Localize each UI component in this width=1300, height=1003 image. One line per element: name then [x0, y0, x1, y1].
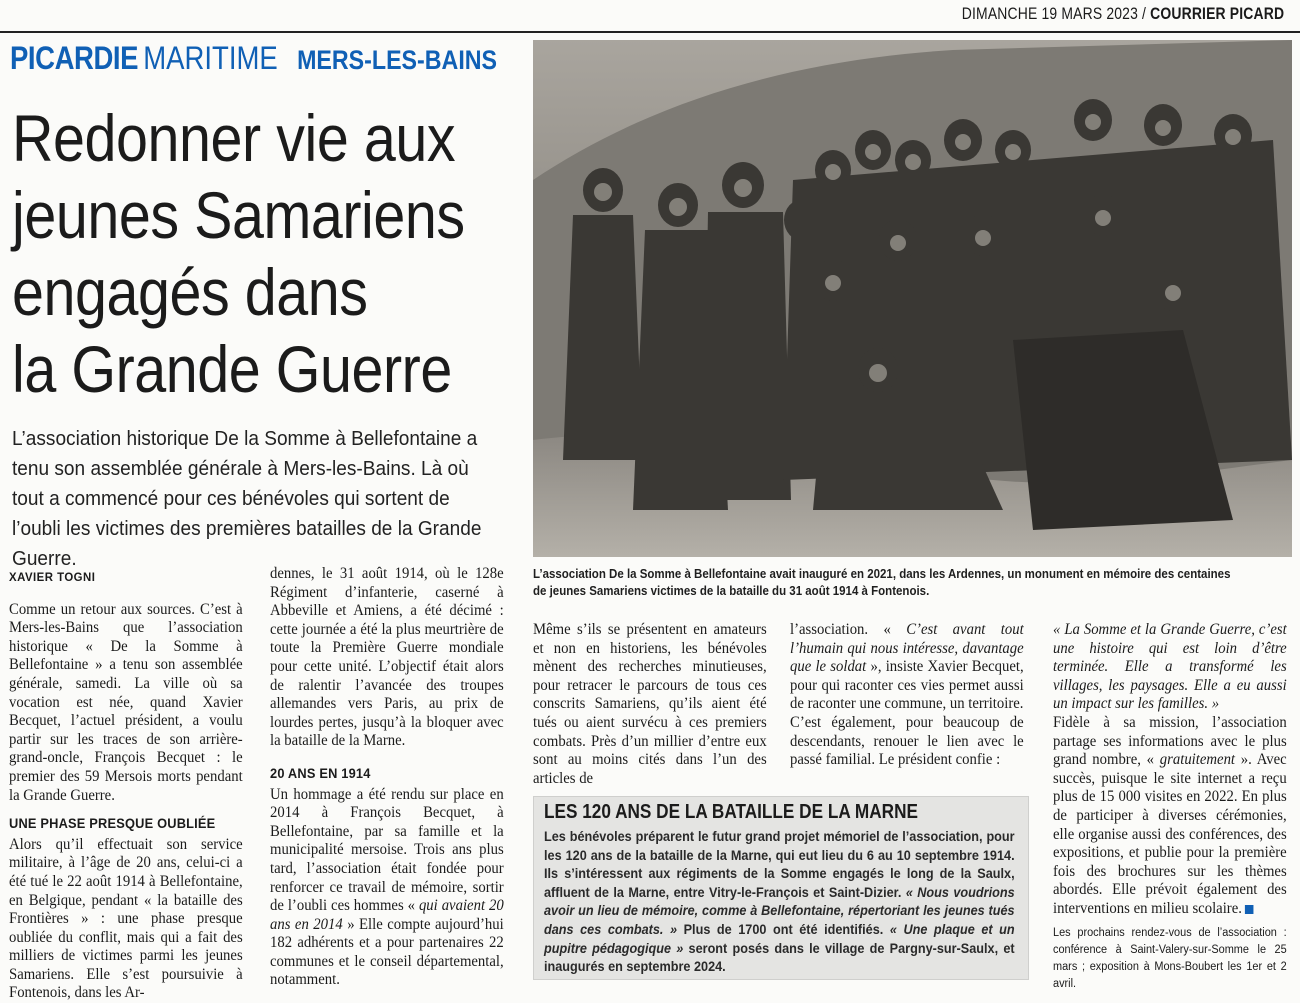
paragraph: [1053, 714, 1287, 919]
article-column-1: [9, 568, 243, 1003]
sidebar-box: [533, 796, 1029, 980]
quote: gratuitement: [1159, 751, 1236, 769]
quote: « Nous voudrions avoir un lieu de mémoire, comme à Bellefontaine, répertoriant les jeunes tués dans ces combats. »: [544, 883, 1015, 937]
section-region: PICARDIE: [10, 40, 139, 76]
photo-caption: L’association De la Somme à Bellefontaine avait inauguré en 2021, dans les Ardennes, un monument en mémoire des centaines de jeunes Samariens victimes de la bataille du 31 août 1914 à Fontenois.: [533, 567, 1231, 598]
article-column-2: [270, 565, 504, 990]
quote: « La Somme et la Grande Guerre, c’est une histoire qui est loin d’être terminée. Elle a transformé les villages, les paysages. Elle a eu aussi un impact sur les familles. »: [1053, 621, 1287, 713]
text-run: Les bénévoles préparent le futur grand projet mémoriel de l’association, pour les 120 ans de la bataille de la Marne, qui eut lieu du 6 au 10 septembre 1914. Ils s’intéressent aux régiments de la Somme engagés le long de la Saulx, affluent de la Marne, entre Vitry-le-François et Saint-Dizier.: [544, 828, 1015, 900]
article-column-4: [790, 621, 1024, 770]
text-run: l’association. «: [790, 621, 891, 638]
headline-line: jeunes Samariens: [12, 178, 465, 252]
box-title: LES 120 ANS DE LA BATAILLE DE LA MARNE: [544, 801, 918, 823]
text-run: » Elle compte aujourd’hui 182 adhérents et a pour partenaires 22 communes et le conseil départemental, notamment.: [270, 915, 504, 989]
text-run: Un hommage a été rendu sur place en 2014 à François Becquet, à Bellefontaine, par sa famille et la municipalité mersoise. Trois ans plus tard, l’association était fondée pour renforcer ce travail de mémoire, sortir de l’oubli ces hommes «: [270, 785, 504, 915]
soldiers-group-photo: [533, 40, 1292, 557]
paragraph: Même s’ils se présentent en amateurs et non en historiens, les bénévoles mènent des recherches minutieuses, pour retracer le parcours de tous ces conscrits Samariens, qu’ils aient été tués ou aient survécu à ces premiers combats. Près d’un millier d’entre eux sont au moins cités dans l’un des articles de: [533, 621, 767, 787]
text-run: », insiste Xavier Becquet, pour qui raconter ces vies permet aussi de raconter une commune, un territoire.: [790, 658, 1024, 713]
paragraph: dennes, le 31 août 1914, où le 128e Régiment d’infanterie, caserné à Abbeville et Amiens, a été décimé : cette journée a été la plus meurtrière de toute la Première Guerre mondiale pour cette unité. L’objectif était alors de ralentir l’avancée des troupes allemandes vers Paris, au prix de lourdes pertes, jusqu’à la bloquer avec la bataille de la Marne.: [270, 565, 504, 750]
quote: qui avaient 20 ans en 2014: [270, 897, 504, 933]
paragraph: Alors qu’il effectuait son service militaire, à l’âge de 20 ans, celui-ci a été tué le 22 août 1914 à Bellefontaine, en Belgique, pendant « la bataille des Frontières » : une phase presque oubliée du conflit, mais qui a fait des milliers de victimes parmi les jeunes Samariens. Elle s’est poursuivie à Fontenois, dans les Ar-: [9, 835, 243, 1002]
paragraph: [790, 621, 1024, 714]
byline: XAVIER TOGNI: [9, 570, 96, 584]
text-run: seront posés dans le village de Pargny-sur-Saulx, et inaugurés en septembre 2024.: [544, 939, 1015, 975]
headline-line: la Grande Guerre: [12, 332, 452, 406]
newspaper-name: COURRIER PICARD: [1149, 4, 1284, 23]
text-run: ». Avec succès, puisque le site internet a reçu plus de 15 000 visites en 2022. En plus de participer à diverses cérémonies, elle organise aussi des conférences, des expositions, et publie pour la première fois des brochures sur les thèmes abordés. Elle prévoit également des interventions en milieu scolaire.: [1053, 751, 1287, 917]
article-headline: [12, 100, 499, 408]
end-of-article-icon: [1245, 905, 1254, 914]
article-photo: [533, 40, 1292, 557]
quote: « Une plaque et un pupitre pédagogique »: [544, 920, 1015, 956]
text-run: Fidèle à sa mission, l’association partage ses informations avec le plus grand nombre, «: [1053, 713, 1287, 769]
paragraph: [270, 786, 504, 991]
headline-line: engagés dans: [12, 255, 368, 329]
box-body: [544, 827, 1015, 976]
header-rule: [0, 31, 1300, 33]
subheading: UNE PHASE PRESQUE OUBLIÉE: [9, 816, 216, 832]
page-header: [0, 0, 1300, 30]
paragraph: [1053, 621, 1287, 714]
section-town: MERS-LES-BAINS: [297, 45, 498, 75]
headline-line: Redonner vie aux: [12, 101, 456, 175]
subheading: 20 ANS EN 1914: [270, 765, 371, 781]
paragraph: Comme un retour aux sources. C’est à Mers-les-Bains que l’association historique « De la Somme à Bellefontaine » a tenu son assemblée générale, samedi. La ville où sa vocation est née, quand Xavier Becquet, l’actuel président, a voulu partir sur les traces de son arrière-grand-oncle, François Becquet : le premier des 59 Mersois morts pendant la Grande Guerre.: [9, 600, 243, 804]
issue-date: DIMANCHE 19 MARS 2023 /: [961, 4, 1146, 23]
dateline: [962, 4, 1284, 24]
quote: C’est avant tout l’humain qui nous intéresse, davantage que le soldat: [790, 621, 1024, 676]
section-kicker: [10, 40, 497, 76]
text-run: Plus de 1700 ont été identifiés.: [683, 920, 884, 937]
upcoming-events-note: Les prochains rendez-vous de l’association : conférence à Saint-Valery-sur-Somme le 25 mars ; exposition à Mons-Boubert les 1er et 2 avril.: [1053, 926, 1287, 990]
article-lead: L’association historique De la Somme à Bellefontaine a tenu son assemblée générale à Mers-les-Bains. Là où tout a commencé pour ces bénévoles qui sortent de l’oubli les victimes des premières batailles de la Grande Guerre.: [12, 427, 482, 570]
article-column-3: [533, 621, 767, 788]
section-subregion: MARITIME: [143, 40, 278, 76]
article-column-5: [1053, 621, 1287, 993]
paragraph: C’est également, pour beaucoup de descendants, renouer le lien avec le passé familial. Le président confie :: [790, 713, 1024, 769]
